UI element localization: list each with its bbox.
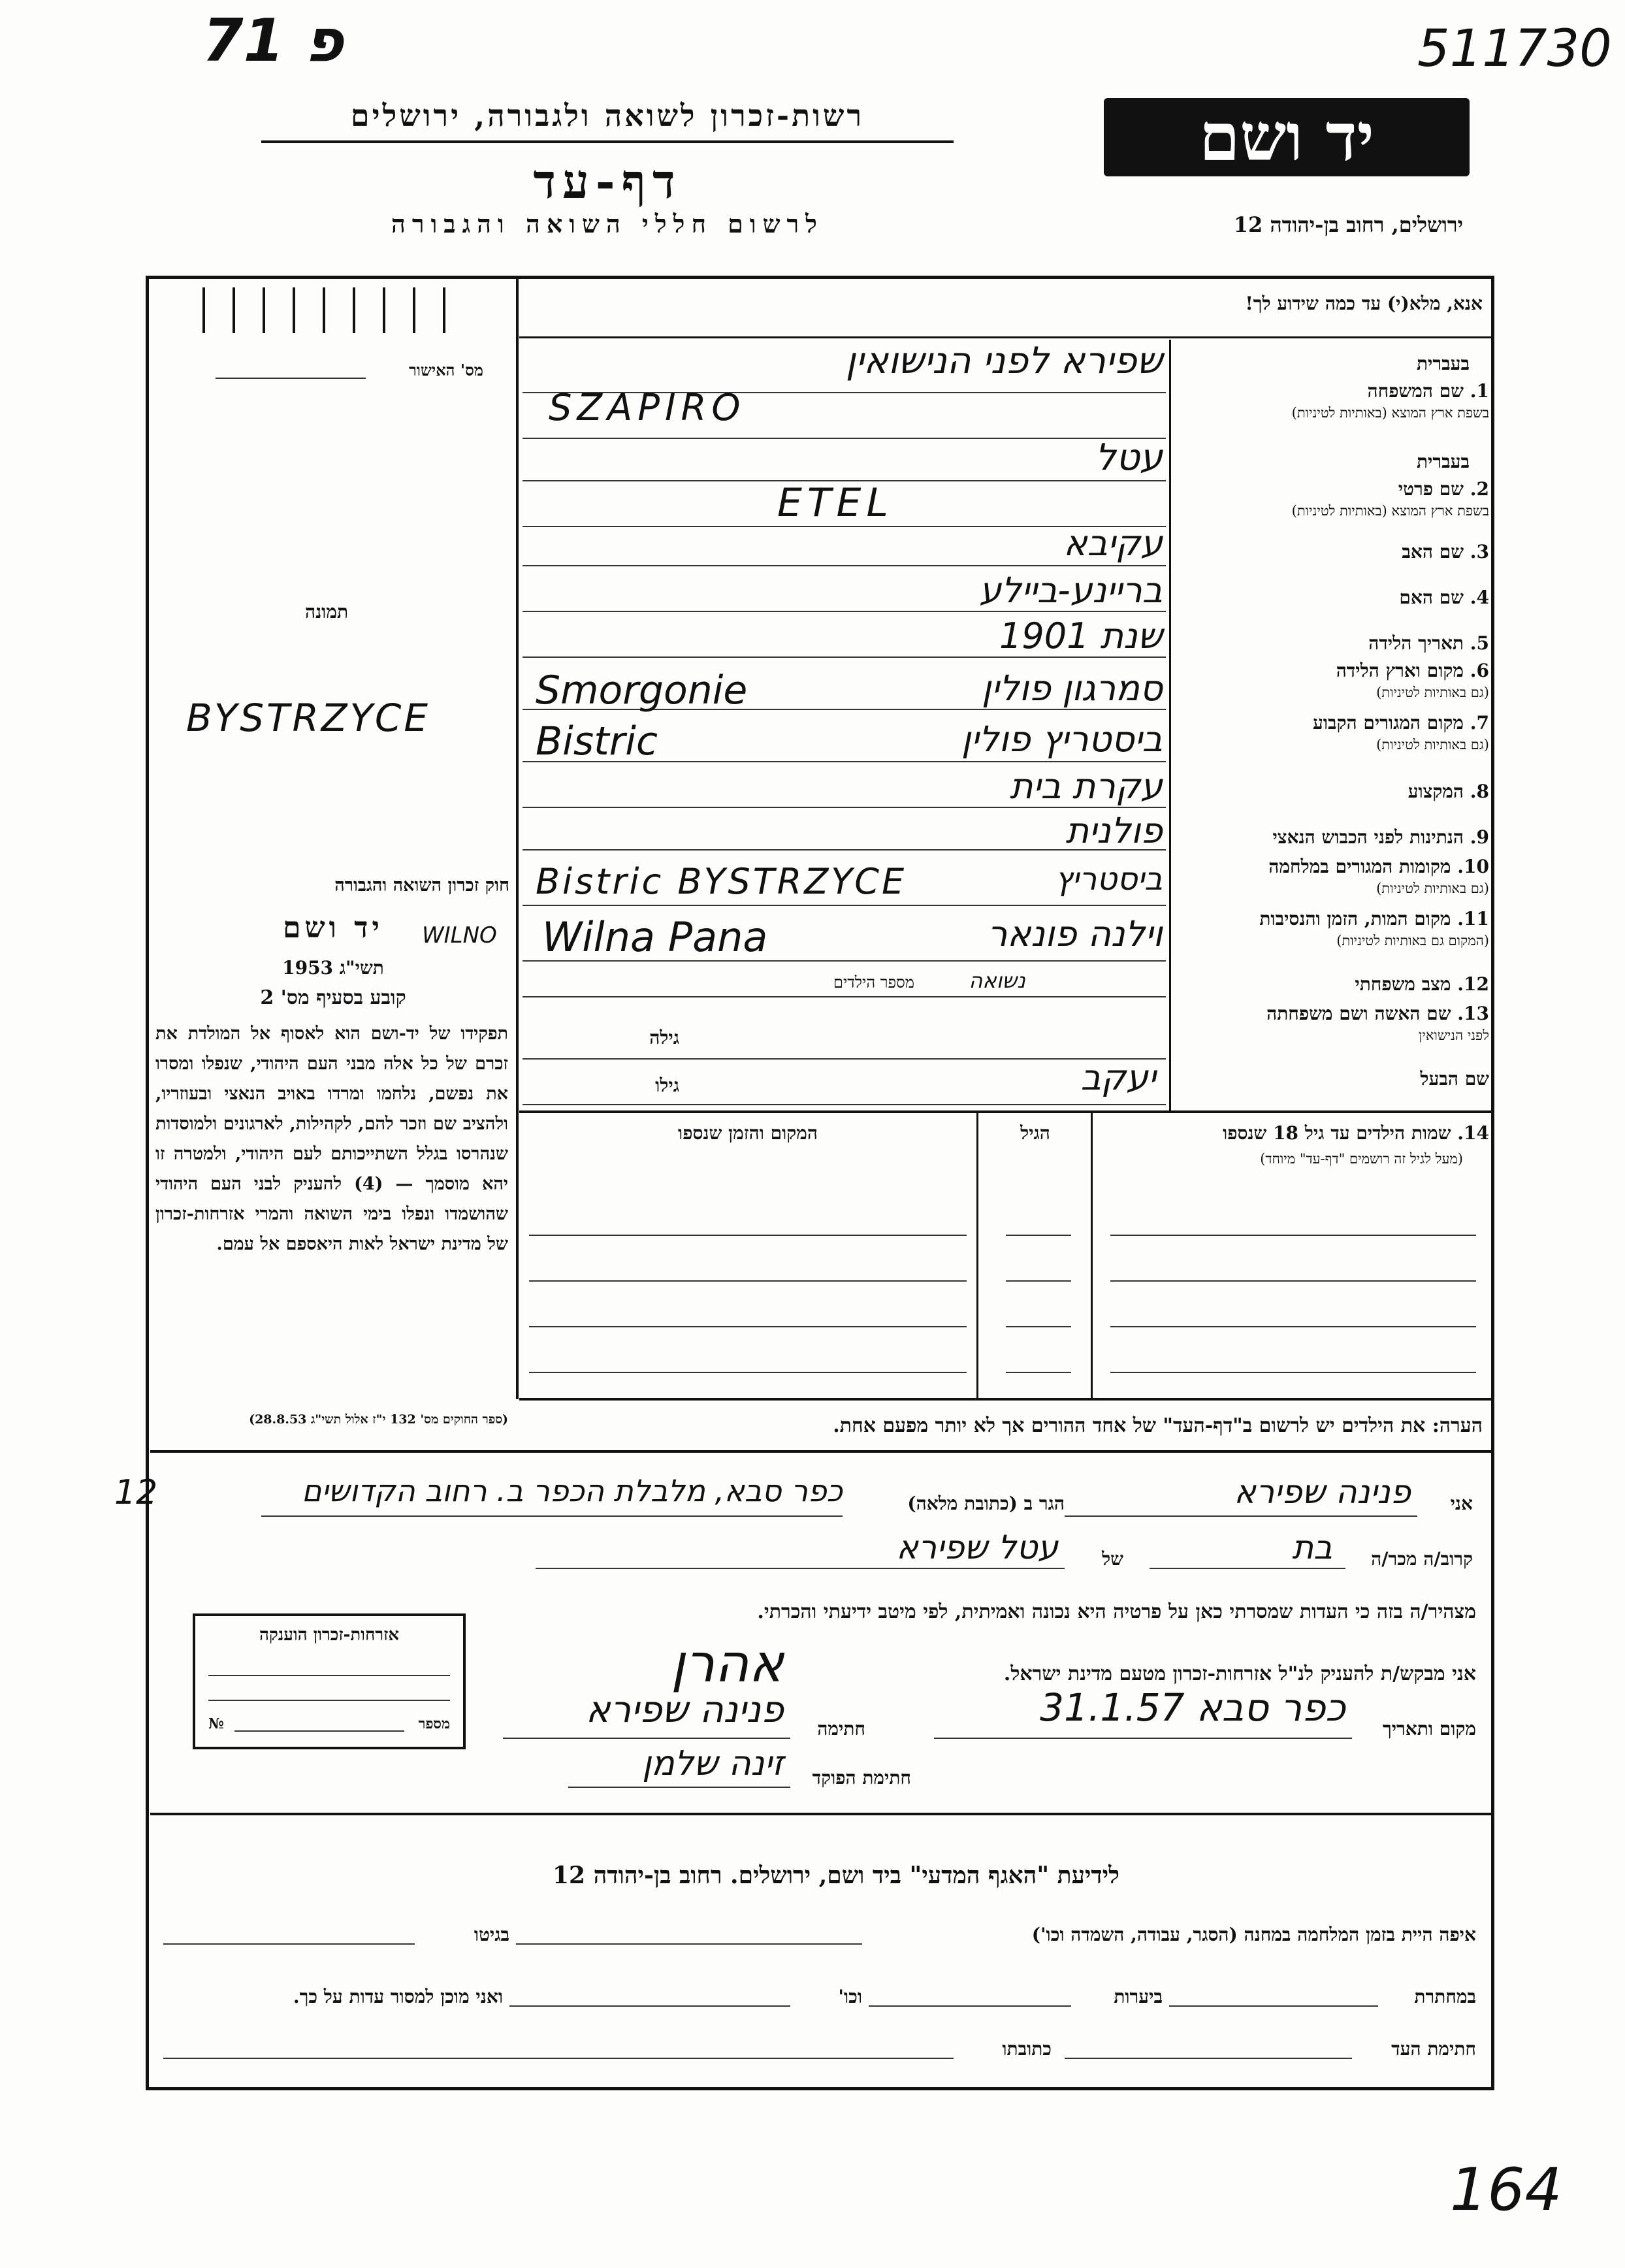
children-row-2-place[interactable] xyxy=(529,1280,967,1282)
field-11-margin-note: WILNO xyxy=(422,922,497,948)
org-line: רשות-זכרון לשואה ולגבורה, ירושלים xyxy=(350,98,865,133)
children-place-header: המקום והזמן שנספו xyxy=(678,1122,818,1144)
field-6-value-latin: Smorgonie xyxy=(536,668,748,713)
footer-title: לידיעת "האגף המדעי" ביד ושם, ירושלים. רחוב בן-יהודה 12 xyxy=(552,1862,1120,1889)
field-7-label: 7. מקום המגורים הקבוע xyxy=(1313,712,1489,734)
footer-etc-field[interactable] xyxy=(509,2005,790,2007)
field-11-value-latin: Wilna Pana xyxy=(542,913,768,961)
law-section: קובע בסעיף מס' 2 xyxy=(260,986,406,1009)
field-8-line[interactable] xyxy=(523,807,1166,808)
relation-line[interactable] xyxy=(1150,1568,1345,1569)
field-8-value: עקרת בית xyxy=(1009,766,1163,807)
declaration-statement: מצהיר/ה בזה כי העדות שמסרתי כאן על פרטיה היא נכונה ואמיתית, לפי מיטב ידיעתי והכרתי. xyxy=(757,1600,1476,1623)
declarant-resident-label: הגר ב (כתובת מלאה) xyxy=(907,1493,1065,1514)
citizenship-box-title: אזרחות-זכרון הוענקה xyxy=(259,1625,400,1645)
place-date-label: מקום ותאריך xyxy=(1382,1718,1476,1740)
law-text: תפקידו של יד-ושם הוא לאסוף אל המולדת את זכרם של כל אלה מבני העם היהודי, שנפלו ומסרו את נפשם, נלחמו ומרדו באויב הנאצי ובעוזריו, ולהציב שם וזכר להם, לקהילות, לארגונים ולמוסדות שנהרסו בגלל השתייכותם לעם היהודי, ולמטרה זו יהא מוסמך — (4) להעניק לבני העם היהודי שהושמדו ונפלו בימי השואה והמרי אזרחות-זכרון של מדינת ישראל לאות היאספם אל עמם. xyxy=(155,1024,508,1254)
witness-signature-field[interactable] xyxy=(1065,2058,1352,2059)
header-address: ירושלים, רחוב בן-יהודה 12 xyxy=(1233,212,1463,237)
field-1-hint: בשפת ארץ המוצא (באותיות לטיניות) xyxy=(1291,405,1489,421)
signature-value: פנינה שפירא xyxy=(586,1689,784,1731)
page-title: דף-עד xyxy=(533,154,682,209)
law-title: חוק זכרון השואה והגבורה xyxy=(334,875,509,896)
law-reference: (ספר החוקים מס' 132 י"ז אלול תשי"ג 28.8.53) xyxy=(249,1412,508,1427)
children-label: 14. שמות הילדים עד גיל 18 שנספו xyxy=(1223,1122,1489,1144)
husband-value: יעקב xyxy=(1080,1057,1156,1098)
citizenship-box-number-sign: № xyxy=(208,1715,224,1732)
footer-etc-label: וכו' xyxy=(838,1986,862,2007)
approval-ticks xyxy=(196,287,509,333)
field-5-label: 5. תאריך הלידה xyxy=(1368,632,1489,654)
field-9-label: 9. הנתינות לפני הכבוש הנאצי xyxy=(1272,826,1489,848)
witness-address-label: כתובתו xyxy=(1002,2038,1052,2060)
citizenship-box-line-2[interactable] xyxy=(208,1700,450,1701)
photo-label: תמונה xyxy=(304,601,349,623)
declarant-name-line[interactable] xyxy=(1065,1515,1417,1517)
field-7-value-latin: Bistric xyxy=(536,719,658,764)
children-row-2-age[interactable] xyxy=(1006,1280,1071,1282)
signature-line[interactable] xyxy=(503,1738,790,1739)
law-year: תשי"ג 1953 xyxy=(282,957,384,979)
field-3-value: עקיבא xyxy=(1063,523,1163,564)
witness-address-field[interactable] xyxy=(163,2058,954,2059)
field-12-value: נשואה xyxy=(969,968,1025,993)
children-footnote: הערה: את הילדים יש לרשום ב"דף-העד" של אחד ההורים אך לא יותר מפעם אחת. xyxy=(833,1414,1483,1437)
field-10-hint: (גם באותיות לטיניות) xyxy=(1376,881,1489,896)
field-1-lang-label: בעברית xyxy=(1416,353,1470,374)
field-13-hint: לפני הנישואין xyxy=(1419,1028,1489,1043)
footer-war-time-label: איפה היית בזמן המלחמה במחנה (הסגר, עבודה, השמדה וכו') xyxy=(1031,1924,1476,1945)
children-col-divider-2 xyxy=(1091,1110,1093,1398)
field-10-value-hebrew: ביסטריץ xyxy=(1055,861,1163,898)
witness-signature-label: חתימת העד xyxy=(1391,2038,1476,2060)
footer-ghetto-label: בגיטו xyxy=(474,1924,509,1945)
of-name-line[interactable] xyxy=(536,1568,1065,1569)
children-row-3-age[interactable] xyxy=(1006,1326,1071,1327)
children-age-header: הגיל xyxy=(1020,1122,1050,1144)
officer-signature-value: זינה שלמן xyxy=(642,1744,784,1783)
law-name: יד ושם xyxy=(283,911,383,945)
field-2-value-latin: ETEL xyxy=(777,480,893,526)
declarant-i-label: אני xyxy=(1450,1493,1473,1514)
label-column-divider xyxy=(1169,340,1171,1110)
field-12-line[interactable] xyxy=(523,996,1166,997)
relation-label: קרוב/ה מכר/ה xyxy=(1371,1548,1473,1570)
field-3-line[interactable] xyxy=(523,565,1166,566)
field-11-hint: (המקום גם באותיות לטיניות) xyxy=(1336,933,1489,948)
corner-mark-page-number: 164 xyxy=(1450,2156,1562,2224)
declaration-request: אני מבקש/ת להעניק לנ"ל אזרחות-זכרון מטעם מדינת ישראל. xyxy=(1003,1662,1476,1685)
form-instruction: אנא, מלא(י) עד כמה שידוע לך! xyxy=(1245,293,1483,314)
place-date-value: כפר סבא 31.1.57 xyxy=(1040,1685,1345,1730)
footer-ready-to-testify: ואני מוכן למסור עדות על כך. xyxy=(293,1986,503,2007)
children-row-1-age[interactable] xyxy=(1006,1235,1071,1236)
citizenship-box-line-1[interactable] xyxy=(208,1675,450,1676)
officer-signature-label: חתימת הפוקד xyxy=(812,1767,911,1789)
children-row-2-name[interactable] xyxy=(1110,1280,1476,1282)
footer-underground-field[interactable] xyxy=(1169,2005,1378,2007)
children-table-top xyxy=(519,1110,1492,1113)
field-11-label: 11. מקום המות, הזמן והנסיבות xyxy=(1259,908,1489,930)
field-10-label: 10. מקומות המגורים במלחמה xyxy=(1268,856,1489,877)
declarant-address-line[interactable] xyxy=(261,1515,843,1517)
children-row-3-name[interactable] xyxy=(1110,1326,1476,1327)
footer-forests-field[interactable] xyxy=(869,2005,1071,2007)
husband-age-label: גילו xyxy=(655,1075,679,1096)
children-row-4-age[interactable] xyxy=(1006,1372,1071,1373)
children-row-3-place[interactable] xyxy=(529,1326,967,1327)
declarant-address-margin: 12 xyxy=(114,1473,158,1512)
field-13-age-label: גילה xyxy=(649,1027,679,1048)
children-row-4-place[interactable] xyxy=(529,1372,967,1373)
corner-mark-top-right: 511730 xyxy=(1417,20,1612,78)
field-6-hint: (גם באותיות לטיניות) xyxy=(1376,685,1489,700)
field-12-label: 12. מצב משפחתי xyxy=(1355,973,1489,995)
left-panel-divider xyxy=(516,277,519,1399)
declarant-signature: אהרן xyxy=(671,1633,784,1694)
of-label: של xyxy=(1102,1548,1123,1570)
place-date-line[interactable] xyxy=(934,1738,1352,1739)
field-2-lang-label: בעברית xyxy=(1416,451,1470,472)
footer-forests-label: ביערות xyxy=(1114,1986,1163,2007)
instruction-rule xyxy=(519,336,1492,338)
field-3-label: 3. שם האב xyxy=(1402,541,1489,562)
declarant-address: כפר סבא, מלבלת הכפר ב. רחוב הקדושים xyxy=(301,1473,843,1508)
field-7-hint: (גם באותיות לטיניות) xyxy=(1376,737,1489,753)
citizenship-box-number-field[interactable] xyxy=(234,1730,404,1732)
approval-number-label: מס' האישור xyxy=(408,361,483,380)
field-4-line[interactable] xyxy=(523,611,1166,612)
field-5-value: שנת 1901 xyxy=(999,615,1163,656)
field-10-line[interactable] xyxy=(523,905,1166,906)
photo-note: BYSTRZYCE xyxy=(186,696,431,740)
footer-ghetto-field[interactable] xyxy=(163,1943,415,1945)
of-name-value: עטל שפירא xyxy=(896,1529,1058,1566)
children-table-bottom xyxy=(519,1398,1492,1401)
header-rule xyxy=(261,140,954,143)
field-1-value-latin: SZAPIRO xyxy=(549,387,746,429)
husband-line[interactable] xyxy=(523,1104,1166,1105)
footer-war-time-field[interactable] xyxy=(516,1943,862,1945)
corner-mark-top-left: 71 פ xyxy=(202,7,344,75)
signature-label: חתימה xyxy=(817,1718,865,1740)
footer-underground-label: במחתרת xyxy=(1414,1986,1476,2007)
field-13-label: 13. שם האשה ושם משפחתה xyxy=(1266,1003,1489,1024)
field-4-value: בריינע-ביילע xyxy=(979,570,1163,611)
citizenship-box xyxy=(193,1613,466,1749)
field-6-label: 6. מקום וארץ הלידה xyxy=(1336,660,1489,681)
field-2-label: 2. שם פרטי xyxy=(1398,478,1489,500)
yad-vashem-logo: יד ושם xyxy=(1104,98,1470,176)
footer-top-rule xyxy=(150,1813,1492,1815)
field-1-value-hebrew: שפירא לפני הנישואין xyxy=(845,340,1163,382)
children-row-4-name[interactable] xyxy=(1110,1372,1476,1373)
citizenship-box-number-label: מספר xyxy=(418,1715,450,1732)
page-subtitle: לרשום חללי השואה והגבורה xyxy=(391,209,824,238)
children-hint: (מעל לגיל זה רושמים "דף-עד" מיוחד) xyxy=(1260,1151,1463,1167)
field-10-value-latin: Bistric BYSTRZYCE xyxy=(536,861,907,902)
children-col-divider-1 xyxy=(976,1110,978,1398)
husband-label: שם הבעל xyxy=(1420,1068,1489,1090)
field-11-value-hebrew: וילנה פונאר xyxy=(987,913,1163,954)
field-4-label: 4. שם האם xyxy=(1399,587,1489,608)
officer-signature-line[interactable] xyxy=(568,1787,790,1788)
field-5-line[interactable] xyxy=(523,656,1166,658)
field-6-value-hebrew: סמרגון פולין xyxy=(982,668,1163,709)
field-7-value-hebrew: ביסטריץ פולין xyxy=(961,719,1163,760)
field-2-hint: בשפת ארץ המוצא (באותיות לטיניות) xyxy=(1291,503,1489,519)
relation-value: בת xyxy=(1292,1529,1332,1566)
field-12-children-count-label: מספר הילדים xyxy=(833,973,914,992)
field-8-label: 8. המקצוע xyxy=(1408,781,1489,802)
declarant-name: פנינה שפירא xyxy=(1234,1473,1411,1511)
field-1-label: 1. שם המשפחה xyxy=(1367,380,1489,402)
field-2-value-hebrew: עטל xyxy=(1095,436,1163,479)
children-row-1-place[interactable] xyxy=(529,1235,967,1236)
approval-number-field[interactable] xyxy=(216,378,366,379)
field-9-value: פולנית xyxy=(1065,810,1163,851)
children-row-1-name[interactable] xyxy=(1110,1235,1476,1236)
declaration-top-rule xyxy=(150,1450,1492,1453)
